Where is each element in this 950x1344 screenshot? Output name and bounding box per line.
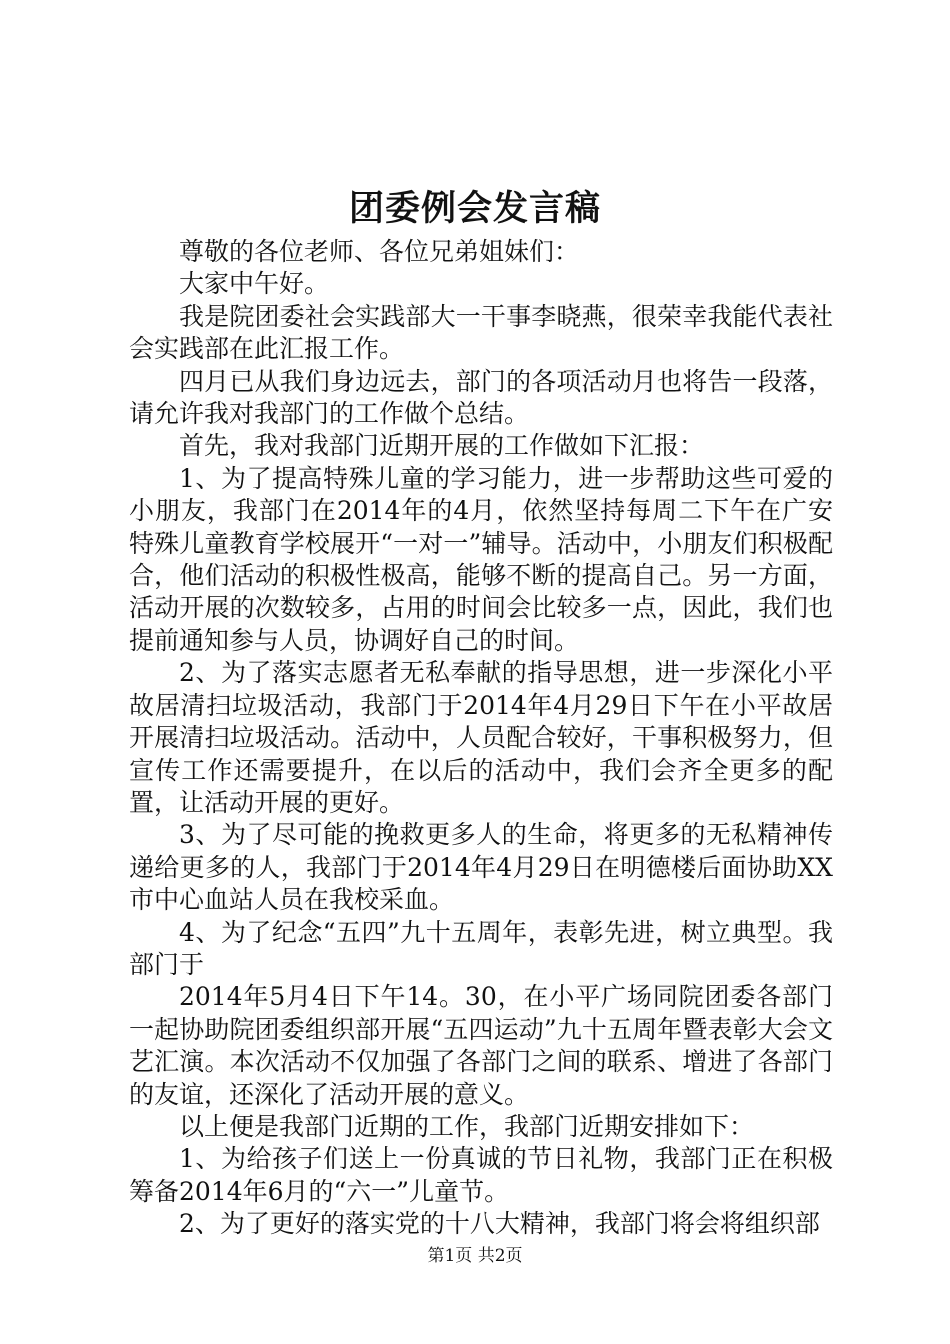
paragraph-plan-heading: 以上便是我部门近期的工作，我部门近期安排如下：	[179, 1111, 755, 1141]
paragraph-item-4: 4、为了纪念“五四”九十五周年，表彰先进，树立典型。我部门于	[129, 917, 833, 979]
paragraph-item-1: 1、为了提高特殊儿童的学习能力，进一步帮助这些可爱的小朋友，我部门在2014年的4月，依然坚持每周二下午在广安特殊儿童教育学校展开“一对一”辅导。活动中，小朋友们积极配合，他们活动的积极性极高，能够不断的提高自己。另一方面，活动开展的次数较多，占用的时间会比较多一点，因此，我们也提前通知参与人员，协调好自己的时间。	[129, 463, 833, 655]
paragraph-item-4-continued: 2014年5月4日下午14。30，在小平广场同院团委各部门一起协助院团委组织部开展“五四运动”九十五周年暨表彰大会文艺汇演。本次活动不仅加强了各部门之间的联系、增进了各部门的友谊，还深化了活动开展的意义。	[129, 982, 833, 1109]
paragraph-plan-1: 1、为给孩子们送上一份真诚的节日礼物，我部门正在积极筹备2014年6月的“六一”儿童节。	[129, 1144, 833, 1206]
document-body	[129, 236, 833, 1241]
paragraph-item-3: 3、为了尽可能的挽救更多人的生命，将更多的无私精神传递给更多的人，我部门于2014年4月29日在明德楼后面协助XX市中心血站人员在我校采血。	[129, 820, 833, 915]
paragraph-summary-intro: 四月已从我们身边远去，部门的各项活动月也将告一段落，请允许我对我部门的工作做个总结。	[129, 366, 833, 429]
document-title: 团委例会发言稿	[348, 188, 601, 229]
paragraph-report-heading: 首先，我对我部门近期开展的工作做如下汇报：	[179, 431, 705, 461]
paragraph-salutation: 尊敬的各位老师、各位兄弟姐妹们：	[179, 237, 580, 266]
paragraph-item-2: 2、为了落实志愿者无私奉献的指导思想，进一步深化小平故居清扫垃圾活动，我部门于2014年4月29日下午在小平故居开展清扫垃圾活动。活动中，人员配合较好，干事积极努力，但宣传工作还需要提升，在以后的活动中，我们会齐全更多的配置，让活动开展的更好。	[129, 658, 833, 817]
page-footer: 第1页 共2页	[427, 1246, 523, 1266]
paragraph-plan-2: 2、为了更好的落实党的十八大精神，我部门将会将组织部	[179, 1209, 820, 1239]
paragraph-greeting: 大家中午好。	[179, 269, 330, 299]
paragraph-introduction: 我是院团委社会实践部大一干事李晓燕，很荣幸我能代表社会实践部在此汇报工作。	[129, 301, 833, 364]
